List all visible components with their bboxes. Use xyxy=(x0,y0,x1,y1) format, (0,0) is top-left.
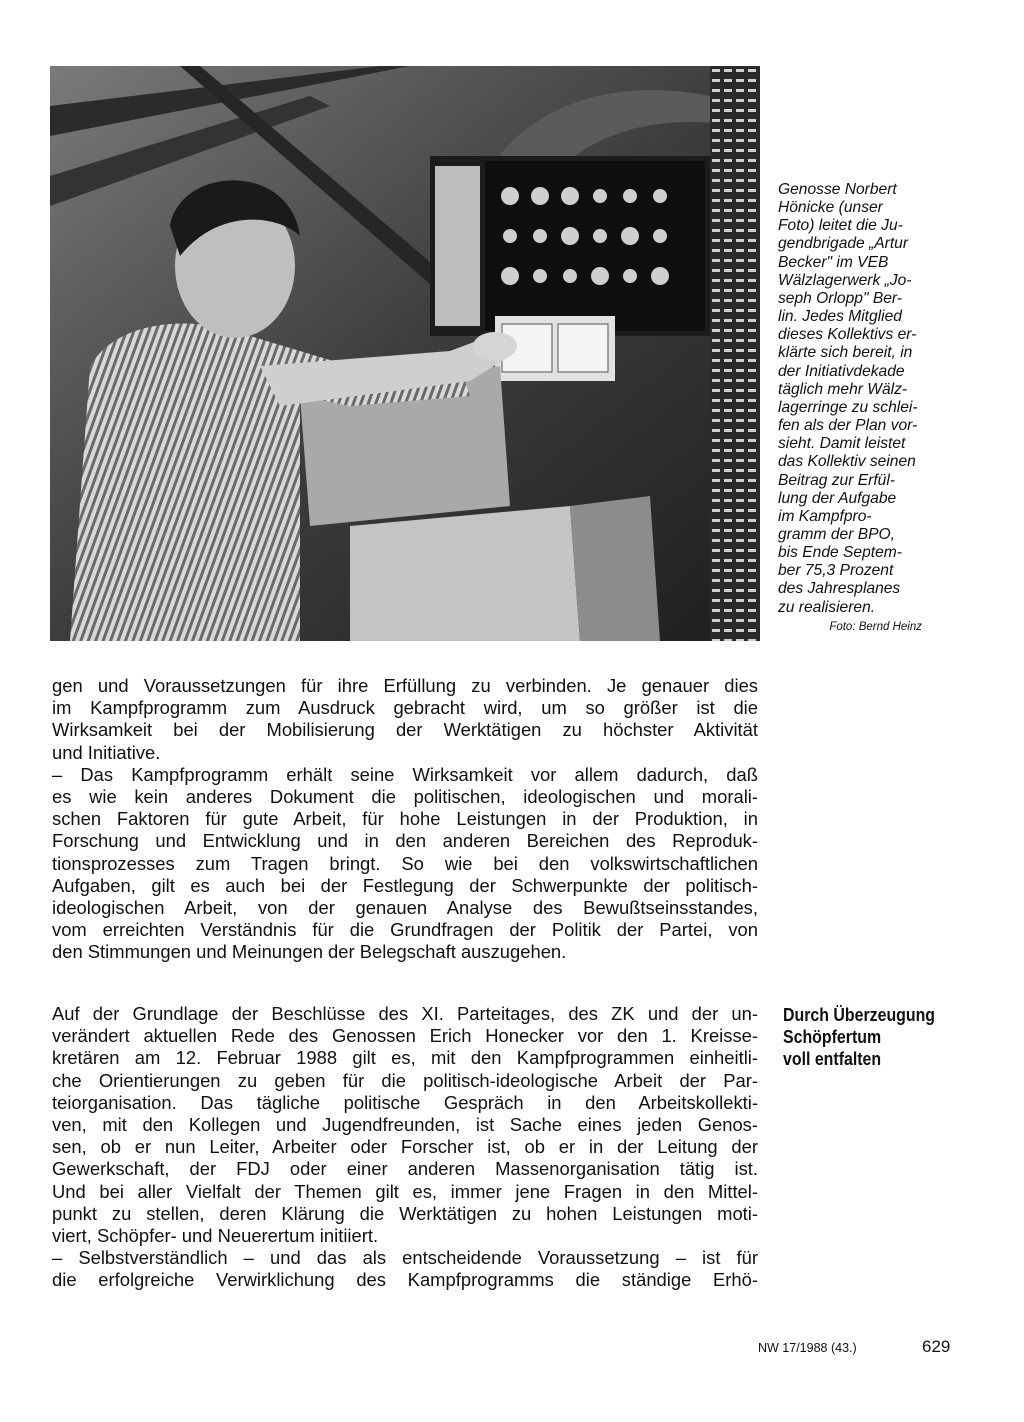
caption-line: bis Ende Septem- xyxy=(778,544,902,562)
caption-line: das Kollektiv seinen xyxy=(778,453,916,471)
caption-line: dieses Kollektivs er- xyxy=(778,326,917,344)
section-subheading xyxy=(783,1004,955,1070)
caption-line: täglich mehr Wälz- xyxy=(778,380,908,398)
body-section-2 xyxy=(52,1003,758,1292)
body-line: die erfolgreiche Verwirklichung des Kampfprogramms die ständige Erhö- xyxy=(52,1269,758,1291)
subheading-line: voll entfalten xyxy=(783,1048,882,1069)
caption-line: ber 75,3 Prozent xyxy=(778,562,894,580)
body-line: vom erreichten Verständnis für die Grundfragen der Politik der Partei, von xyxy=(52,919,758,941)
body-line: kretären am 12. Februar 1988 gilt es, mit den Kampfprogrammen einheitli- xyxy=(52,1047,758,1069)
body-line: verändert aktuellen Rede des Genossen Erich Honecker vor den 1. Kreisse- xyxy=(52,1025,758,1047)
body-line: punkt zu stellen, deren Klärung die Werktätigen zu hohen Leistungen moti- xyxy=(52,1202,758,1224)
article-photo xyxy=(50,66,760,641)
body-line: den Stimmungen und Meinungen der Belegschaft auszugehen. xyxy=(52,941,567,963)
photo-credit: Foto: Bernd Heinz xyxy=(829,620,922,633)
body-line: Auf der Grundlage der Beschlüsse des XI. Parteitages, des ZK und der un- xyxy=(52,1003,758,1024)
caption-line: klärte sich bereit, in xyxy=(778,344,913,362)
body-line: und Initiative. xyxy=(52,741,161,763)
body-line: ideologischen Arbeit, von der genauen Analyse des Bewußtseinsstandes, xyxy=(52,897,758,919)
caption-line: sieht. Damit leistet xyxy=(778,435,906,453)
body-line: Aufgaben, gilt es auch bei der Festlegung der Schwerpunkte der politisch- xyxy=(52,874,758,896)
caption-line: Beitrag zur Erfül- xyxy=(778,471,895,489)
caption-line: lin. Jedes Mitglied xyxy=(778,308,902,326)
caption-line: fen als der Plan vor- xyxy=(778,417,918,435)
caption-line: seph Orlopp" Ber- xyxy=(778,289,902,307)
caption-line: lagerringe zu schlei- xyxy=(778,398,918,416)
page-number: 629 xyxy=(922,1337,951,1356)
body-line: sen, ob er nun Leiter, Arbeiter oder Forscher ist, ob er in der Leitung der xyxy=(52,1136,758,1158)
body-line: Wirksamkeit bei der Mobilisierung der Werktätigen zu höchster Aktivität xyxy=(52,719,758,741)
body-section-1 xyxy=(52,675,758,964)
issue-reference: NW 17/1988 (43.) xyxy=(758,1341,857,1355)
body-line: es wie kein anderes Dokument die politischen, ideologischen und morali- xyxy=(52,786,758,808)
body-line: schen Faktoren für gute Arbeit, für hohe Leistungen in der Produktion, in xyxy=(52,808,758,830)
photo-caption xyxy=(778,181,978,636)
body-line: tionsprozesses zum Tragen bringt. So wie bei den volkswirtschaftlichen xyxy=(52,852,758,874)
caption-line: Becker" im VEB xyxy=(778,253,889,271)
body-line: – Selbstverständlich – und das als entscheidende Voraussetzung – ist für xyxy=(52,1247,758,1269)
body-line: gen und Voraussetzungen für ihre Erfüllung zu verbinden. Je genauer dies xyxy=(52,675,758,696)
body-line: Und bei aller Vielfalt der Themen gilt es, immer jene Fragen in den Mittel- xyxy=(52,1180,758,1202)
caption-line: gramm der BPO, xyxy=(778,525,895,543)
caption-line: gendbrigade „Artur xyxy=(778,235,909,253)
caption-line: des Jahresplanes xyxy=(778,580,901,598)
caption-line: lung der Aufgabe xyxy=(778,489,897,507)
subheading-line: Schöpfertum xyxy=(783,1026,882,1047)
body-line: – Das Kampfprogramm erhält seine Wirksamkeit vor allem dadurch, daß xyxy=(52,763,758,785)
body-line: viert, Schöpfer- und Neuerertum initiiert. xyxy=(52,1225,379,1247)
body-line: teiorganisation. Das tägliche politische Gespräch in den Arbeitskollekti- xyxy=(52,1091,758,1113)
subheading-line: Durch Überzeugung xyxy=(783,1004,936,1025)
body-line: Gewerkschaft, der FDJ oder einer anderen Massenorganisation tätig ist. xyxy=(52,1158,758,1180)
caption-line: Hönicke (unser xyxy=(778,199,883,217)
body-line: ven, mit den Kollegen und Jugendfreunden, ist Sache eines jeden Genos- xyxy=(52,1114,758,1136)
caption-line: Foto) leitet die Ju- xyxy=(778,217,903,235)
caption-line: im Kampfpro- xyxy=(778,507,872,525)
caption-line: Genosse Norbert xyxy=(778,181,897,198)
caption-line: zu realisieren. xyxy=(778,598,876,616)
caption-line: der Initiativdekade xyxy=(778,362,905,380)
body-line: Forschung und Entwicklung und in den anderen Bereichen des Reproduk- xyxy=(52,830,758,852)
caption-line: Wälzlagerwerk „Jo- xyxy=(778,271,912,289)
body-line: im Kampfprogramm zum Ausdruck gebracht wird, um so größer ist die xyxy=(52,697,758,719)
body-line: che Orientierungen zu geben für die politisch-ideologische Arbeit der Par- xyxy=(52,1069,758,1091)
